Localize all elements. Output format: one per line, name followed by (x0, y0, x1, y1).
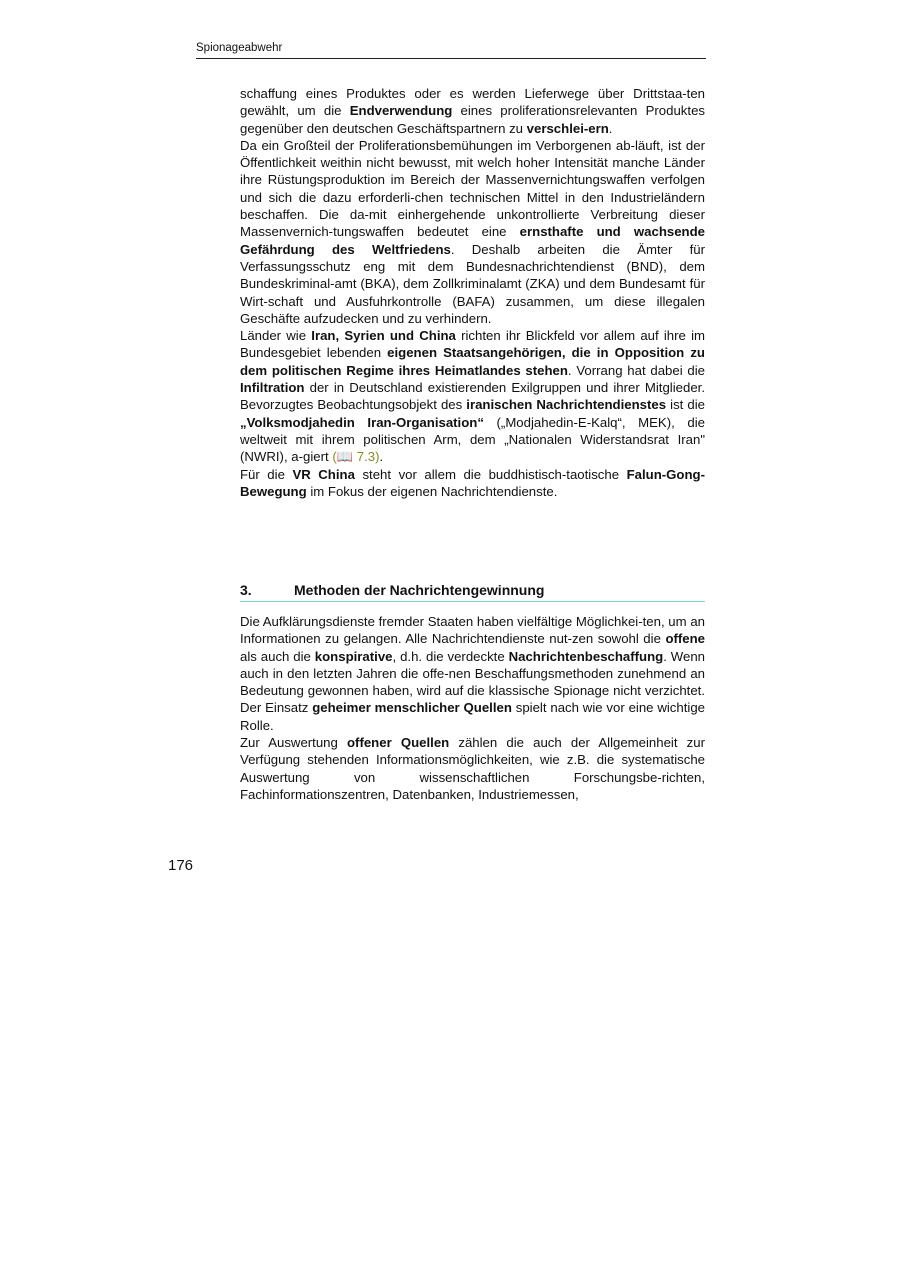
text-run: schaffung eines Produktes oder es werden Lieferwege über Drittstaa-ten gewählt, um die (240, 86, 705, 119)
text-run: . Wenn auch in den letzten Jahren die offe-nen Beschaffungsmethoden zunehmend an Bedeutung gewonnen haben, wird auf die klassische Spionage nicht verzichtet. Der Einsatz (240, 648, 706, 716)
section-number: 3. (240, 582, 252, 598)
text-run: . (379, 449, 384, 465)
text-run: . Vorrang hat dabei die (567, 362, 705, 378)
emphasis-text: Falun-Gong-Bewegung (240, 466, 705, 499)
text-run: Die Aufklärungsdienste fremder Staaten haben vielfältige Möglichkei-ten, um an Informationen zu gelangen. Alle Nachrichtendienste nut-zen sowohl die (240, 614, 705, 647)
running-header-title: Spionageabwehr (196, 42, 283, 54)
text-run: steht vor allem die buddhistisch-taotische (354, 466, 627, 482)
text-run: . Deshalb arbeiten die Ämter für Verfassungsschutz eng mit dem Bundesnachrichtendienst (BND), dem Bundeskriminal-amt (BKA), dem Zollkriminalamt (ZKA) und dem Bundesamt für Wirt-schaft und Ausfuhrkontrolle (BAFA) zusammen, um diese illegalen Geschäfte aufzudecken und zu verhindern. (240, 241, 705, 326)
cross-reference[interactable]: ( (332, 449, 337, 465)
text-run: Da ein Großteil der Proliferationsbemühungen im Verborgenen ab-läuft, ist der Öffentlichkeit weithin nicht bewusst, mit welch hoher Intensität manche Länder ihre Rüstungsproduktion im Bereich der Massenvernichtungswaffen verfolgen und sich die dazu erforderli-chen technischen Mittel in den Industrieländern beschaffen. Die da-mit einhergehende unkontrollierte Verbreitung dieser Massenvernich-tungswaffen bedeutet eine (240, 137, 705, 240)
text-run: („Modjahedin-E-Kalq“, MEK), die weltweit mit ihrem politischen Arm, dem „Nationalen Widerstandsrat Iran" (NWRI), a-giert (240, 414, 705, 465)
section-title: Methoden der Nachrichtengewinnung (294, 582, 545, 598)
emphasis-text: offener Quellen (347, 735, 450, 751)
emphasis-text: konspirative (314, 648, 393, 664)
book-icon: 📖 (336, 449, 354, 465)
text-run: als auch die (240, 648, 315, 664)
text-run: spielt nach wie vor eine wichtige Rolle. (240, 700, 705, 733)
emphasis-text: Iran, Syrien und China (311, 328, 456, 344)
emphasis-text: geheimer menschlicher Quellen (312, 700, 512, 716)
emphasis-text: iranischen Nachrichtendienstes (466, 397, 667, 413)
paragraph (240, 85, 705, 137)
page-number: 176 (168, 857, 194, 874)
emphasis-text: Nachrichtenbeschaffung (508, 648, 664, 664)
emphasis-text: offene (665, 631, 705, 647)
emphasis-text: verschlei-ern (526, 120, 609, 136)
text-run: Länder wie (240, 328, 312, 344)
section-heading (240, 582, 705, 602)
body-text-top (240, 85, 705, 500)
emphasis-text: „Volksmodjahedin Iran-Organisation“ (240, 414, 484, 430)
cross-reference[interactable]: 7.3) (353, 449, 380, 465)
emphasis-text: Infiltration (240, 380, 305, 396)
emphasis-text: ernsthafte und wachsende Gefährdung des Weltfriedens (240, 224, 705, 257)
emphasis-text: VR China (292, 466, 355, 482)
text-run: zählen die auch der Allgemeinheit zur Verfügung stehenden Informationsmöglichkeiten, wie z.B. die systematische Auswertung von wissenschaftlichen Forschungsbe-richten, Fachinformationszentren, Datenbanken, Industriemessen, (240, 735, 705, 802)
text-run: ist die (666, 397, 705, 413)
emphasis-text: Endverwendung (349, 103, 453, 119)
body-text-bottom (240, 613, 705, 803)
text-run: im Fokus der eigenen Nachrichtendienste. (306, 483, 558, 499)
paragraph (240, 466, 705, 501)
text-run: Für die (240, 466, 293, 482)
paragraph (240, 734, 705, 803)
paragraph (240, 327, 705, 465)
text-run: Zur Auswertung (240, 735, 347, 751)
text-run: eines proliferationsrelevanten Produktes gegenüber den deutschen Geschäftspartnern zu (240, 103, 705, 136)
text-run: , d.h. die verdeckte (392, 648, 509, 664)
emphasis-text: eigenen Staatsangehörigen, die in Opposition zu dem politischen Regime ihres Heimatlandes stehen (240, 345, 705, 378)
text-run: richten ihr Blickfeld vor allem auf ihre im Bundesgebiet lebenden (240, 328, 705, 361)
running-header (196, 42, 706, 59)
text-run: der in Deutschland existierenden Exilgruppen und ihrer Mitglieder. Bevorzugtes Beobachtungsobjekt des (240, 380, 705, 413)
text-run: . (608, 120, 613, 136)
paragraph (240, 137, 705, 327)
paragraph (240, 613, 705, 734)
